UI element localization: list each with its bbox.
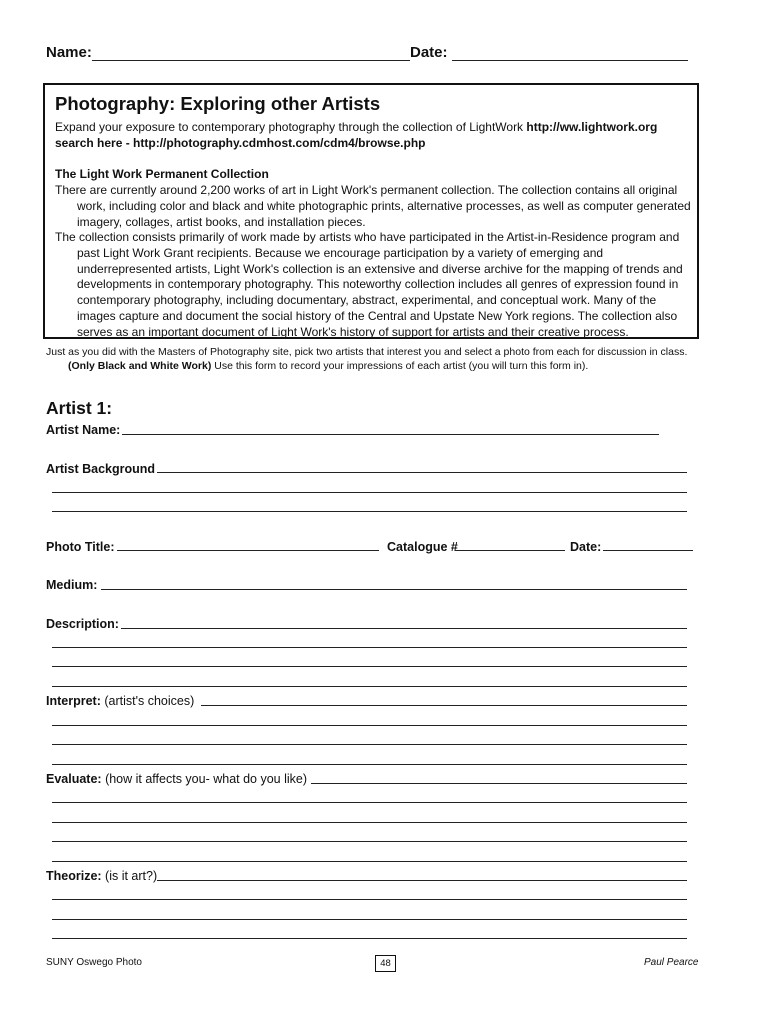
name-field[interactable]: [92, 60, 410, 61]
description-label: Description:: [46, 617, 119, 631]
search-text: search here -: [55, 136, 134, 150]
instructions-text-1: Just as you did with the Masters of Photography site, pick two artists that interest you and select a photo from each for discussion in class.: [46, 346, 688, 358]
medium-field[interactable]: [101, 589, 687, 590]
theorize-line[interactable]: [52, 938, 687, 939]
description-line[interactable]: [52, 666, 687, 667]
evaluate-label-text: Evaluate:: [46, 772, 102, 786]
evaluate-line[interactable]: [52, 841, 687, 842]
interpret-hint: (artist's choices): [100, 694, 195, 708]
lightwork-link[interactable]: http://ww.lightwork.org: [526, 120, 658, 134]
instructions-emphasis: (Only Black and White Work): [68, 360, 212, 372]
artist-background-field[interactable]: [157, 472, 687, 473]
medium-label: Medium:: [46, 578, 98, 592]
evaluate-line[interactable]: [52, 802, 687, 803]
photo-title-label: Photo Title:: [46, 540, 115, 554]
interpret-line[interactable]: [52, 725, 687, 726]
artist-name-field[interactable]: [122, 434, 659, 435]
info-box-title: Photography: Exploring other Artists: [55, 93, 381, 114]
evaluate-field[interactable]: [311, 783, 687, 784]
evaluate-label: [46, 772, 307, 786]
artist-background-line[interactable]: [52, 511, 687, 512]
interpret-field[interactable]: [201, 705, 687, 706]
theorize-label: [46, 869, 157, 883]
instructions: [46, 345, 714, 373]
description-line[interactable]: [52, 647, 687, 648]
interpret-label: [46, 694, 194, 708]
evaluate-hint: (how it affects you- what do you like): [101, 772, 308, 786]
artist-background-label: Artist Background: [46, 462, 156, 476]
description-line[interactable]: [52, 686, 687, 687]
theorize-field[interactable]: [157, 880, 687, 881]
footer-left: SUNY Oswego Photo: [46, 957, 142, 968]
footer-author: Paul Pearce: [644, 957, 699, 968]
catalogue-label: Catalogue #: [387, 540, 458, 554]
artist-name-label: Artist Name:: [46, 423, 121, 437]
info-box: [43, 83, 699, 339]
description-field[interactable]: [121, 628, 687, 629]
artist-background-line[interactable]: [52, 492, 687, 493]
photo-date-label: Date:: [570, 540, 602, 554]
evaluate-line[interactable]: [52, 861, 687, 862]
date-field[interactable]: [452, 60, 688, 61]
browse-link[interactable]: http://photography.cdmhost.com/cdm4/browse.php: [133, 136, 426, 150]
collection-paragraph-2: The collection consists primarily of work made by artists who have participated in the Artist-in-Residence program and past Light Work Grant recipients. Because we encourage participation by a variety of emerging and underrepresented artists, Light Work's collection is an extensive and diverse archive for the mapping of trends and developments in contemporary photography. This noteworthy collection includes all genres of expression found in contemporary photography, including documentary, abstract, experimental, and conceptual work. Many of the images capture and document the social history of the Central and Upstate New York regions. The collection also serves as an important document of Light Work's history of support for artists and their creative process.: [55, 230, 683, 339]
theorize-label-text: Theorize:: [46, 869, 102, 883]
catalogue-field[interactable]: [455, 550, 565, 551]
collection-heading: The Light Work Permanent Collection: [55, 167, 269, 181]
theorize-line[interactable]: [52, 899, 687, 900]
date-label: Date:: [410, 44, 448, 61]
name-label: Name:: [46, 44, 92, 61]
photo-title-field[interactable]: [117, 550, 379, 551]
interpret-line[interactable]: [52, 764, 687, 765]
photo-date-field[interactable]: [603, 550, 693, 551]
artist-section-title: Artist 1:: [46, 398, 113, 418]
interpret-line[interactable]: [52, 744, 687, 745]
collection-paragraph-1: There are currently around 2,200 works of art in Light Work's permanent collection. The collection contains all original work, including color and black and white photographic prints, alternative processes, as well as computer generated imagery, collages, artist books, and installation pieces.: [55, 183, 691, 229]
interpret-label-text: Interpret:: [46, 694, 101, 708]
instructions-text-2: Use this form to record your impressions of each artist (you will turn this form in).: [211, 360, 589, 372]
intro-text: [55, 119, 695, 151]
intro-sentence: Expand your exposure to contemporary photography through the collection of LightWork: [55, 120, 527, 134]
evaluate-line[interactable]: [52, 822, 687, 823]
theorize-hint: (is it art?): [101, 869, 158, 883]
theorize-line[interactable]: [52, 919, 687, 920]
page-number: 48: [375, 955, 396, 972]
